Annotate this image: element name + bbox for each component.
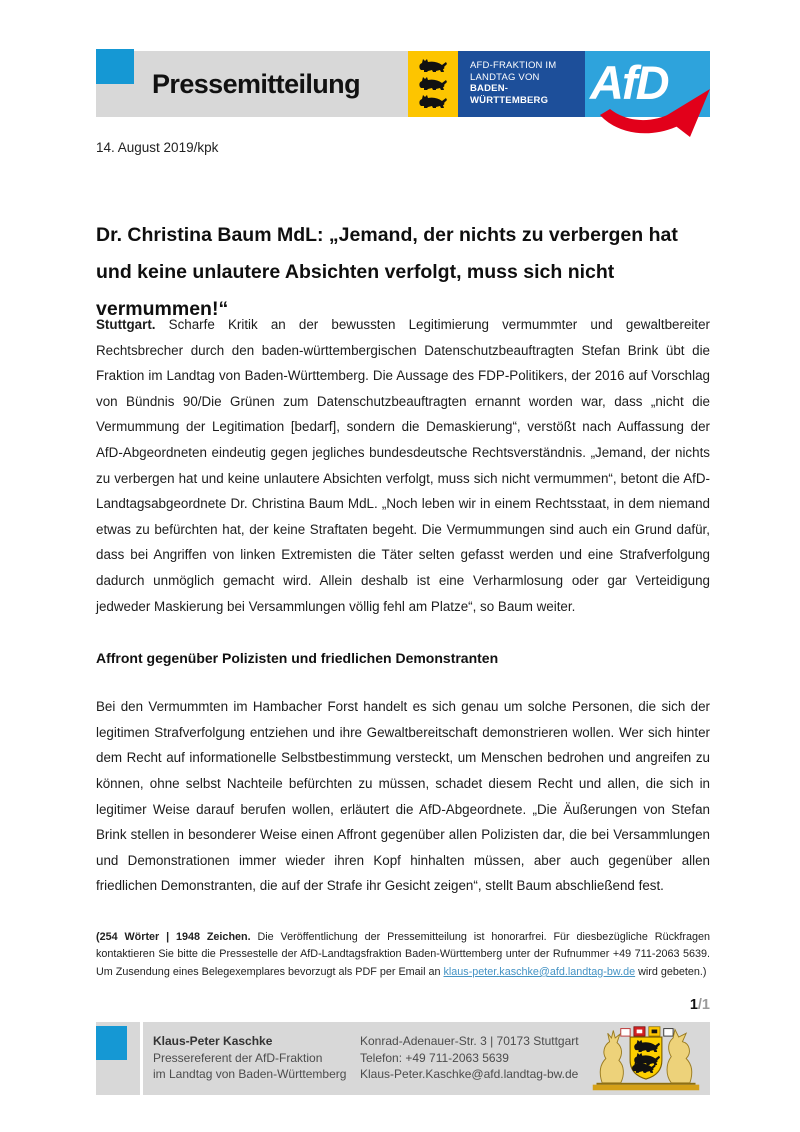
contact-role-2: im Landtag von Baden-Württemberg [153,1067,347,1081]
afd-arrow-icon [596,73,718,147]
bw-coat-of-arms-icon [582,1023,710,1094]
press-email-link[interactable]: klaus-peter.kaschke@afd.landtag-bw.de [443,965,636,978]
org-line-1: AFD-FRAKTION IM [470,60,557,71]
body-content [96,312,710,981]
paragraph-2: Bei den Vermummten im Hambacher Forst handelt es sich genau um solche Personen, die sich der legitimen Strafverfolgung entziehen und ihre Gewaltbereitschaft demonstrieren wollen. Wer sich hinter dem Recht auf informationelle Selbstbestimmung versteckt, um Menschen bedrohen und angreifen zu können, ohne selbst Nachteile befürchten zu müssen, schadet diesem Recht und allen, die sich in legitimer Weise darauf berufen wollen, erläutert die AfD-Abgeordnete. „Die Äußerungen von Stefan Brink stellen in besonderer Weise einen Affront gegenüber allen Polizisten dar, die bei Versammlungen und Demonstrationen immer wieder ihren Kopf hinhalten müssen, aber auch gegenüber allen friedlichen Demonstranten, die auf der Strafe ihr Gesicht zeigen“, stellt Baum abschließend fest. [96,699,710,894]
email-line: Klaus-Peter.Kaschke@afd.landtag-bw.de [360,1067,579,1081]
footer-divider [140,1022,143,1095]
fine-print-tail: wird gebeten.) [635,965,707,978]
org-line-3: BADEN- [470,83,509,94]
org-line-2: LANDTAG VON [470,71,540,83]
bw-three-lions-icon [418,58,448,110]
footer [96,1022,710,1095]
masthead [96,51,710,117]
paragraph-1 [96,312,710,619]
fine-print-word-count: (254 Wörter | 1948 Zeichen. [96,930,251,943]
doc-type-band [96,51,408,117]
phone-line: Telefon: +49 711-2063 5639 [360,1050,509,1065]
doc-type-label: Pressemitteilung [152,68,360,99]
blue-corner-square [96,49,134,84]
page-indicator [690,997,710,1013]
date-line: 14. August 2019/kpk [96,140,219,155]
page-title: Dr. Christina Baum MdL: „Jemand, der nichts zu verbergen hat und keine unlautere Absichten verfolgt, muss sich nicht vermummen!“ [96,224,678,320]
page-total: /1 [697,997,710,1013]
paragraph-1-lead: Stuttgart. [96,317,156,332]
footer-address [360,1033,579,1083]
page-current: 1 [689,997,698,1013]
footer-blue-square [96,1026,127,1060]
address-line: Konrad-Adenauer-Str. 3 | 70173 Stuttgart [360,1034,579,1048]
contact-name: Klaus-Peter Kaschke [153,1034,273,1048]
footer-contact [153,1033,346,1083]
afd-wordmark: AfD [590,56,668,109]
org-name-block [458,51,585,117]
subheading: Affront gegenüber Polizisten und friedlichen Demonstranten [96,650,499,667]
fine-print [96,929,710,982]
org-line-4: WÜRTTEMBERG [470,94,549,106]
paragraph-1-text: Scharfe Kritik an der bewussten Legitimierung vermummter und gewaltbereiter Rechtsbrecher durch den baden-württembergischen Datenschutzbeauftragten Stefan Brink übt die Fraktion im Landtag von Baden-Württemberg. Die Aussage des FDP-Politikers, der 2016 auf Vorschlag von Bündnis 90/Die Grünen zum Datenschutzbeauftragten ernannt worden war, dass „nicht die Vermummung der Legitimation [bedarf], sondern die Demaskierung“, verstößt nach Auffassung der AfD-Abgeordneten eindeutig gegen jegliches bundesdeutsche Rechtsverständnis. „Jemand, der nichts zu verbergen hat und keine unlautere Absichten verfolgt, muss sich nicht vermummen“, betont die AfD-Landtagsabgeordnete Dr. Christina Baum MdL. „Noch leben wir in einem Rechtsstaat, in dem niemand etwas zu befürchten hat, der keine Straftaten begeht. Die Vermummungen sind auch ein Grund dafür, dass bei Angriffen von linken Extremisten die Täter selten gefasst werden und eine Strafverfolgung dadurch unmöglich gemacht wird. Allein deshalb ist eine Verharmlosung oder gar Verteidigung jedweder Maskierung bei Versammlungen völlig fehl am Platze“, so Baum weiter. [96,317,710,614]
contact-role-1: Pressereferent der AfD-Fraktion [153,1050,323,1065]
bw-crest-block [408,51,458,117]
fine-print-text: Die Veröffentlichung der Pressemitteilung ist honorarfrei. Für diesbezügliche Rückfragen kontaktieren Sie bitte die Pressestelle der AfD-Landtagsfraktion Baden-Württemberg unter der Rufnummer +49 711-2063 5639. Um Zusendung eines Belegexemplares bevorzugt als PDF per Email an [96,930,710,978]
afd-logo-block [585,51,710,117]
